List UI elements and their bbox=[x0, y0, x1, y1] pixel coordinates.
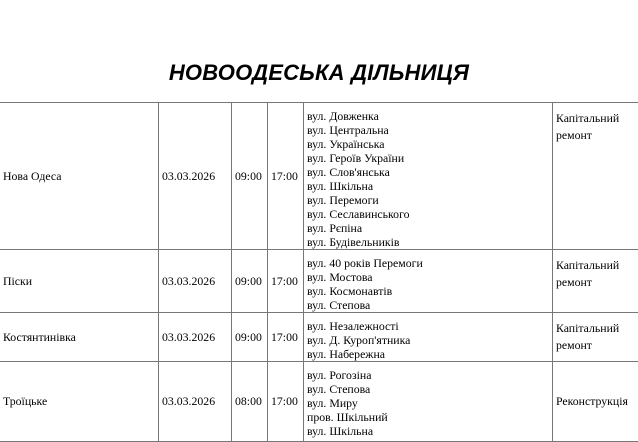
location-cell: Костянтинівка bbox=[0, 313, 159, 362]
street-item: вул. Рогозіна bbox=[307, 368, 549, 382]
streets-cell bbox=[304, 313, 553, 362]
date-cell: 03.03.2026 bbox=[159, 362, 232, 442]
end-time-cell: 17:00 bbox=[268, 250, 304, 313]
street-item: вул. Степова bbox=[307, 298, 549, 312]
start-time-cell: 08:00 bbox=[232, 362, 268, 442]
start-time-cell: 09:00 bbox=[232, 103, 268, 250]
end-time-cell: 17:00 bbox=[268, 313, 304, 362]
street-item: вул. Набережна bbox=[307, 347, 549, 361]
start-time-cell: 09:00 bbox=[232, 313, 268, 362]
street-item: вул. Д. Куроп'ятника bbox=[307, 333, 549, 347]
street-item: вул. Шкільна bbox=[307, 424, 549, 438]
work-type-cell: Капітальний ремонт bbox=[553, 313, 638, 362]
date-cell: 03.03.2026 bbox=[159, 103, 232, 250]
street-item: пров. Шкільний bbox=[307, 410, 549, 424]
streets-cell bbox=[304, 250, 553, 313]
table-row bbox=[0, 250, 638, 313]
date-cell: 03.03.2026 bbox=[159, 313, 232, 362]
street-item: вул. Рєпіна bbox=[307, 221, 549, 235]
street-item: вул. 40 років Перемоги bbox=[307, 256, 549, 270]
streets-cell bbox=[304, 103, 553, 250]
street-item: вул. Шкільна bbox=[307, 179, 549, 193]
table-row bbox=[0, 362, 638, 442]
street-item: вул. Миру bbox=[307, 396, 549, 410]
location-cell: Нова Одеса bbox=[0, 103, 159, 250]
location-cell: Троїцьке bbox=[0, 362, 159, 442]
work-type-cell: Капітальний ремонт bbox=[553, 250, 638, 313]
streets-cell bbox=[304, 362, 553, 442]
end-time-cell: 17:00 bbox=[268, 103, 304, 250]
end-time-cell: 17:00 bbox=[268, 362, 304, 442]
street-item: вул. Степова bbox=[307, 382, 549, 396]
table-row bbox=[0, 313, 638, 362]
street-item: вул. Центральна bbox=[307, 123, 549, 137]
start-time-cell: 09:00 bbox=[232, 250, 268, 313]
street-item: вул. Довженка bbox=[307, 109, 549, 123]
outage-schedule-table bbox=[0, 102, 638, 442]
street-item: вул. Будівельників bbox=[307, 235, 549, 249]
location-cell: Піски bbox=[0, 250, 159, 313]
page-title: НОВООДЕСЬКА ДІЛЬНИЦЯ bbox=[0, 57, 638, 89]
work-type-cell: Реконструкція bbox=[553, 362, 638, 442]
street-item: вул. Українська bbox=[307, 137, 549, 151]
street-item: вул. Космонавтів bbox=[307, 284, 549, 298]
street-item: вул. Слов'янська bbox=[307, 165, 549, 179]
street-item: вул. Сеславинського bbox=[307, 207, 549, 221]
date-cell: 03.03.2026 bbox=[159, 250, 232, 313]
work-type-cell: Капітальний ремонт bbox=[553, 103, 638, 250]
street-item: вул. Незалежності bbox=[307, 319, 549, 333]
table-row bbox=[0, 103, 638, 250]
street-item: вул. Перемоги bbox=[307, 193, 549, 207]
street-item: вул. Героїв України bbox=[307, 151, 549, 165]
street-item: вул. Мостова bbox=[307, 270, 549, 284]
